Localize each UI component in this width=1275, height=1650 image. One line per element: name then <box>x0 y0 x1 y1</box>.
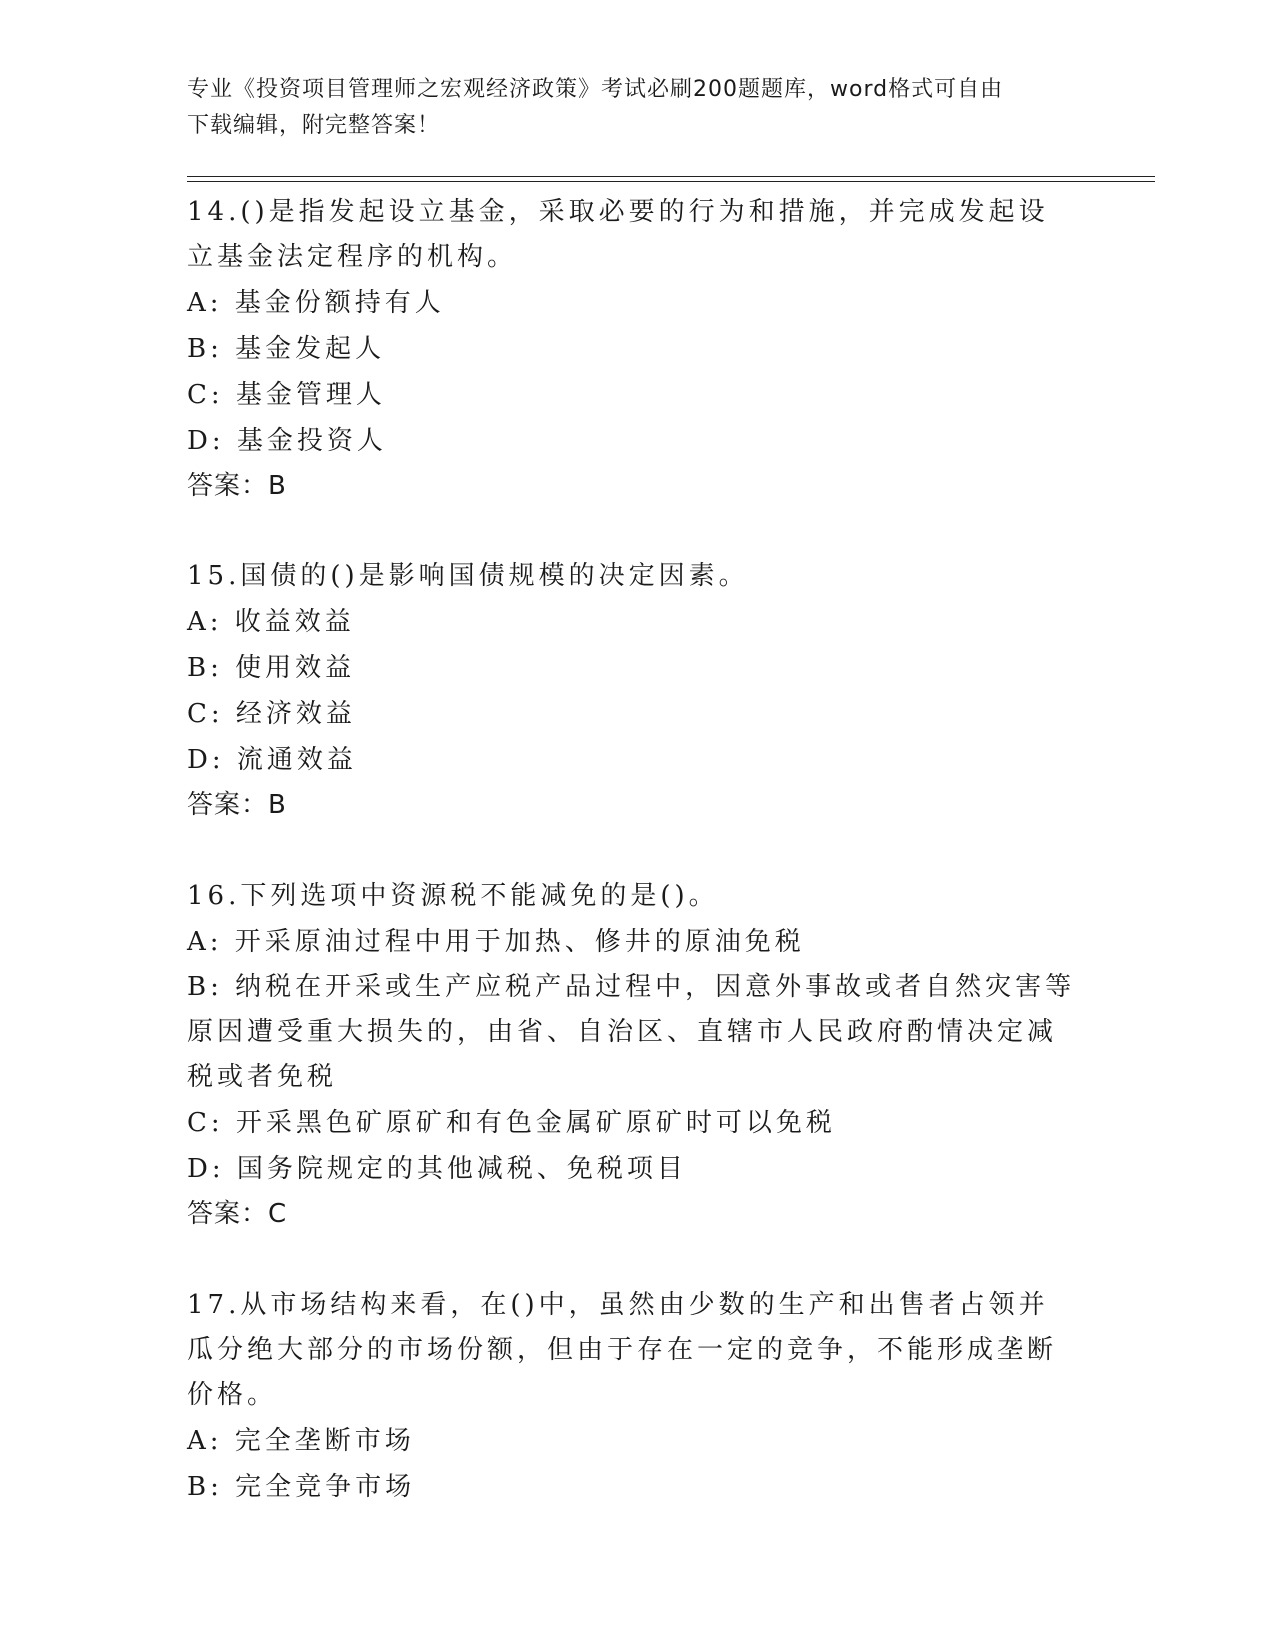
option-a: A: 开采原油过程中用于加热、修井的原油免税 <box>187 927 805 957</box>
document-header <box>187 72 1087 144</box>
question-14 <box>187 190 1077 508</box>
option-d: D: 国务院规定的其他减税、免税项目 <box>187 1154 687 1184</box>
header-divider-top <box>187 176 1155 177</box>
option-b: B: 完全竞争市场 <box>187 1472 416 1502</box>
question-15 <box>187 554 1077 827</box>
question-stem: 15.国债的()是影响国债规模的决定因素。 <box>187 561 749 591</box>
option-c: C: 基金管理人 <box>187 380 386 410</box>
option-d: D: 流通效益 <box>187 745 357 775</box>
question-17 <box>187 1283 1077 1510</box>
option-c: C: 开采黑色矿原矿和有色金属矿原矿时可以免税 <box>187 1108 836 1138</box>
header-divider-bottom <box>187 181 1155 182</box>
question-stem: 16.下列选项中资源税不能减免的是()。 <box>187 881 719 911</box>
question-stem: 14.()是指发起设立基金，采取必要的行为和措施，并完成发起设立基金法定程序的机构。 <box>187 197 1049 272</box>
question-16 <box>187 874 1077 1236</box>
option-a: A: 收益效益 <box>187 607 355 637</box>
answer-label: 答案：C <box>187 1199 288 1229</box>
option-c: C: 经济效益 <box>187 699 356 729</box>
option-b: B: 纳税在开采或生产应税产品过程中，因意外事故或者自然灾害等原因遭受重大损失的，由省、自治区、直辖市人民政府酌情决定减税或者免税 <box>187 972 1076 1092</box>
option-b: B: 基金发起人 <box>187 334 386 364</box>
option-b: B: 使用效益 <box>187 653 356 683</box>
header-line-2: 下载编辑，附完整答案！ <box>187 113 441 138</box>
answer-label: 答案：B <box>187 790 287 820</box>
option-a: A: 基金份额持有人 <box>187 288 445 318</box>
option-d: D: 基金投资人 <box>187 426 387 456</box>
answer-label: 答案：B <box>187 471 287 501</box>
option-a: A: 完全垄断市场 <box>187 1426 415 1456</box>
question-stem: 17.从市场结构来看，在()中，虽然由少数的生产和出售者占领并瓜分绝大部分的市场份额，但由于存在一定的竞争，不能形成垄断价格。 <box>187 1290 1058 1410</box>
header-line-1: 专业《投资项目管理师之宏观经济政策》考试必刷200题题库，word格式可自由 <box>187 77 1004 102</box>
